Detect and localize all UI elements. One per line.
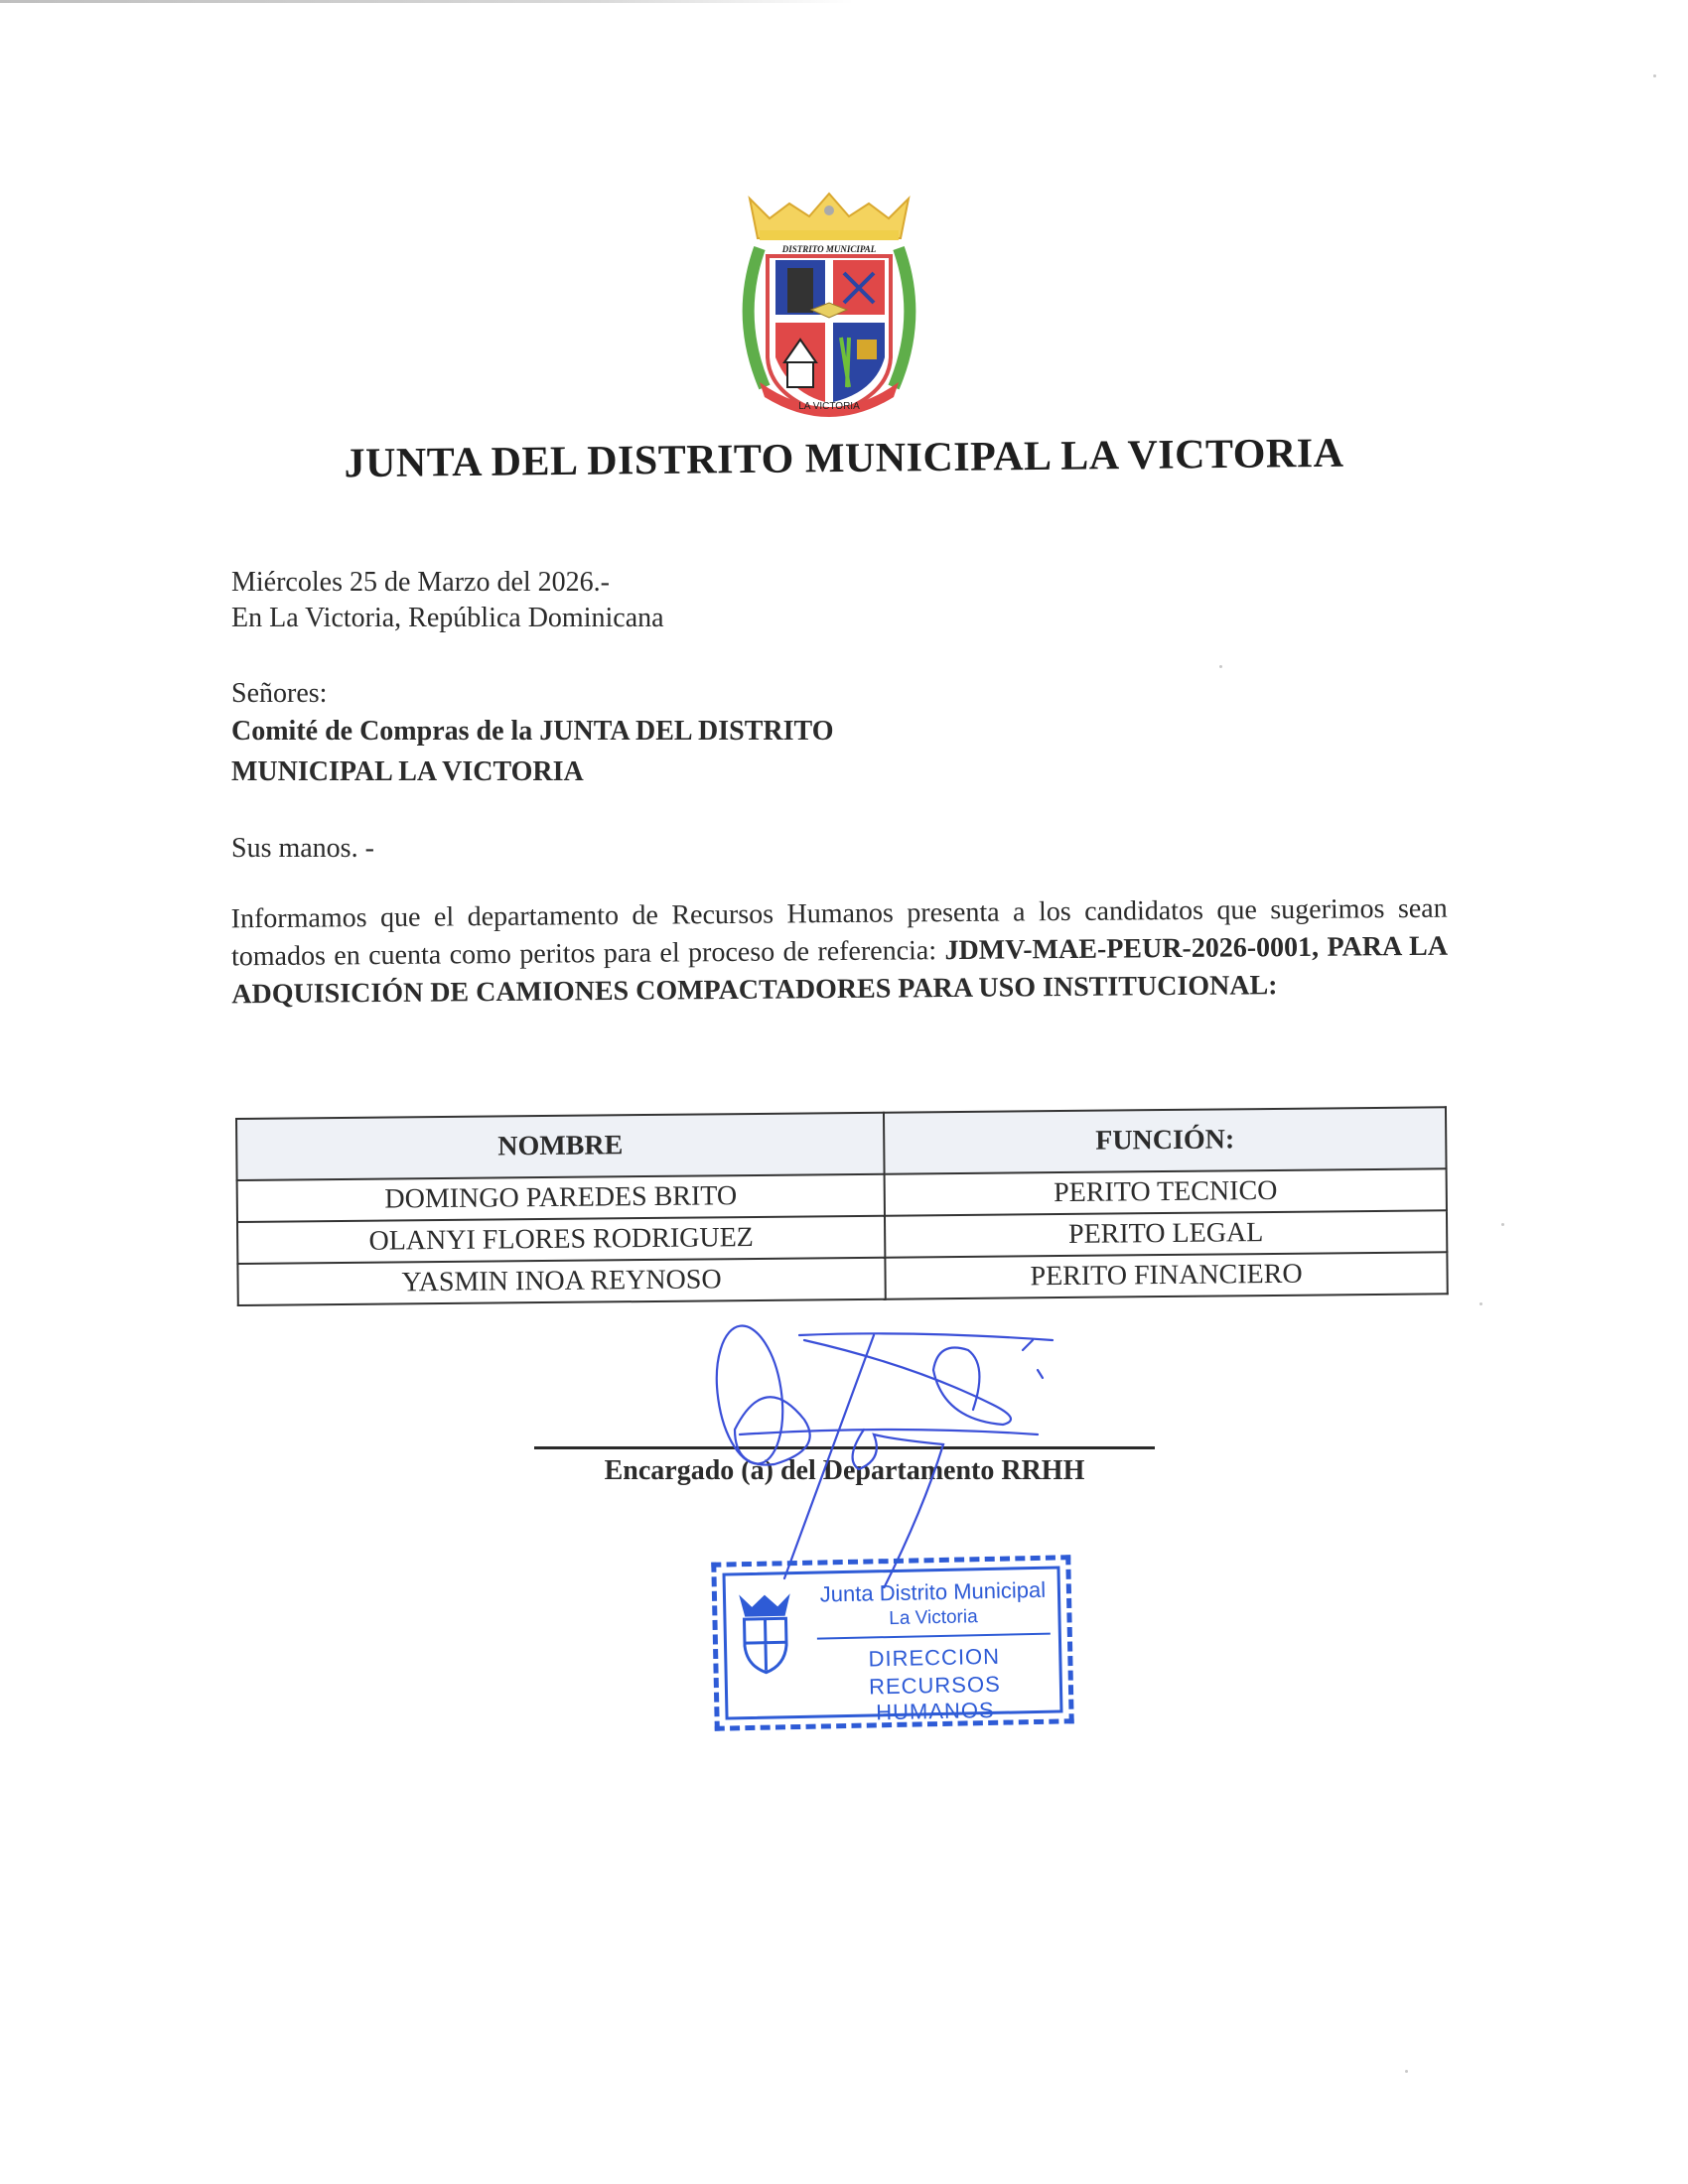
stamp-line-2: La Victoria: [889, 1606, 978, 1630]
experts-table: [235, 1106, 1449, 1306]
logo-caption-top: DISTRITO MUNICIPAL: [781, 244, 877, 254]
stamp-crest-icon: [734, 1590, 797, 1676]
scan-edge-artifact: [0, 0, 854, 3]
recipient-line-2: MUNICIPAL LA VICTORIA: [231, 756, 584, 787]
department-stamp: [711, 1555, 1073, 1731]
logo-caption-bottom: LA VICTORIA: [798, 401, 860, 412]
stamp-line-3: DIRECCION: [868, 1643, 1001, 1672]
stamp-line-1: Junta Distrito Municipal: [819, 1576, 1047, 1607]
crown-icon: [750, 194, 909, 240]
right-palm-icon: [894, 248, 910, 387]
stamp-line-4: RECURSOS HUMANOS: [868, 1671, 1001, 1725]
process-reference: JDMV-MAE-PEUR-2026-0001, PARA LA ADQUISICIÓN DE CAMIONES COMPACTADORES PARA USO INSTITUCIONAL:: [231, 930, 1449, 1011]
closing-formula: Sus manos. -: [231, 833, 374, 864]
column-header-nombre: NOMBRE: [236, 1113, 885, 1180]
handwritten-signature: [695, 1310, 1142, 1588]
scan-speck: [1405, 2070, 1408, 2073]
scan-speck: [1219, 665, 1222, 668]
letter-date: Miércoles 25 de Marzo del 2026.-: [231, 567, 610, 598]
body-text: Informamos que el departamento de Recursos Humanos presenta a los candidatos que sugerimos sean tomados en cuenta como peritos para el proceso de referencia:: [230, 892, 1448, 973]
cell-funcion: PERITO LEGAL: [885, 1210, 1447, 1257]
page-title: JUNTA DEL DISTRITO MUNICIPAL LA VICTORIA: [344, 430, 1344, 487]
cell-nombre: YASMIN INOA REYNOSO: [237, 1258, 885, 1305]
signature-label: Encargado (a) del Departamento RRHH: [604, 1455, 1085, 1486]
coat-of-arms-logo: [730, 189, 928, 432]
cell-funcion: PERITO FINANCIERO: [885, 1252, 1447, 1298]
cell-nombre: DOMINGO PAREDES BRITO: [237, 1174, 885, 1222]
scan-speck: [1653, 74, 1656, 77]
recipient-line-1: Comité de Compras de la JUNTA DEL DISTRITO: [231, 716, 834, 747]
shield-icon: [768, 256, 891, 415]
cell-nombre: OLANYI FLORES RODRIGUEZ: [237, 1216, 885, 1264]
scan-speck: [1501, 1223, 1504, 1226]
column-header-funcion: FUNCIÓN:: [884, 1107, 1447, 1173]
body-paragraph: [231, 890, 1449, 1015]
letter-place: En La Victoria, República Dominicana: [231, 603, 664, 633]
scan-speck: [1479, 1302, 1482, 1305]
recipient-block: [231, 711, 833, 792]
left-palm-icon: [749, 248, 765, 387]
table-header-row: [236, 1107, 1447, 1180]
salutation: Señores:: [231, 678, 328, 709]
cell-funcion: PERITO TECNICO: [885, 1168, 1447, 1215]
